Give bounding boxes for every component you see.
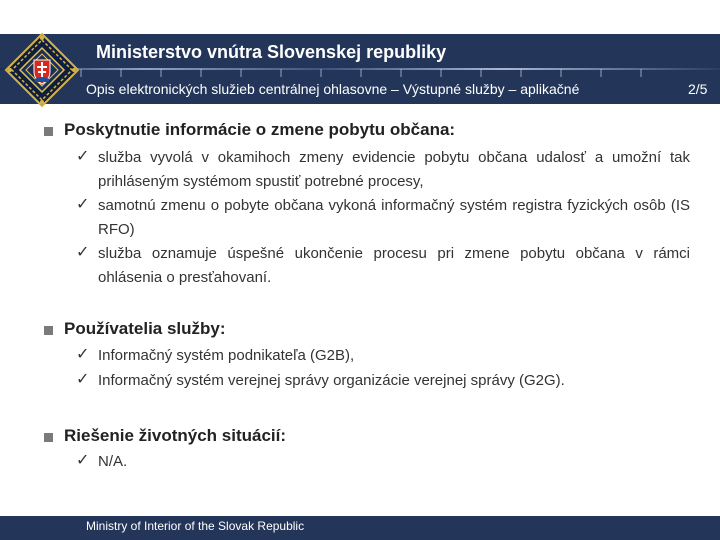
section-heading: Riešenie životných situácií: [64,426,287,445]
square-bullet-icon [44,326,53,335]
page-subtitle: Opis elektronických služieb centrálnej ohlasovne – Výstupné služby – aplikačné [86,81,580,97]
slide-content [0,110,720,510]
ministry-emblem-icon [4,32,80,108]
header-stripe-ticks [80,69,680,77]
footer-text: Ministry of Interior of the Slovak Republic [86,519,305,533]
list-item: služba vyvolá v okamihoch zmeny evidencie pobytu občana udalosť a umožní tak prihláseným systémom spustiť potrebné procesy, [98,149,690,190]
checkmark-icon: ✓ [76,242,90,261]
page-title: Ministerstvo vnútra Slovenskej republiky [96,42,447,62]
checkmark-icon: ✓ [76,194,90,213]
page-number: 2/5 [688,81,708,97]
list-item: služba oznamuje úspešné ukončenie procesu pri zmene pobytu občana v rámci ohlásenia o presťahovaní. [98,245,690,286]
list-item: Informačný systém verejnej správy organizácie verejnej správy (G2G). [98,372,565,389]
section-heading: Poskytnutie informácie o zmene pobytu občana: [64,120,456,139]
section-heading: Používatelia služby: [64,319,226,338]
checkmark-icon: ✓ [76,450,90,469]
checkmark-icon: ✓ [76,344,90,363]
checkmark-icon: ✓ [76,369,90,388]
square-bullet-icon [44,433,53,442]
checkmark-icon: ✓ [76,146,90,165]
list-item: samotnú zmenu o pobyte občana vykoná informačný systém registra fyzických osôb (IS RFO) [98,197,690,238]
square-bullet-icon [44,127,53,136]
list-item: N/A. [98,453,128,470]
list-item: Informačný systém podnikateľa (G2B), [98,347,355,364]
